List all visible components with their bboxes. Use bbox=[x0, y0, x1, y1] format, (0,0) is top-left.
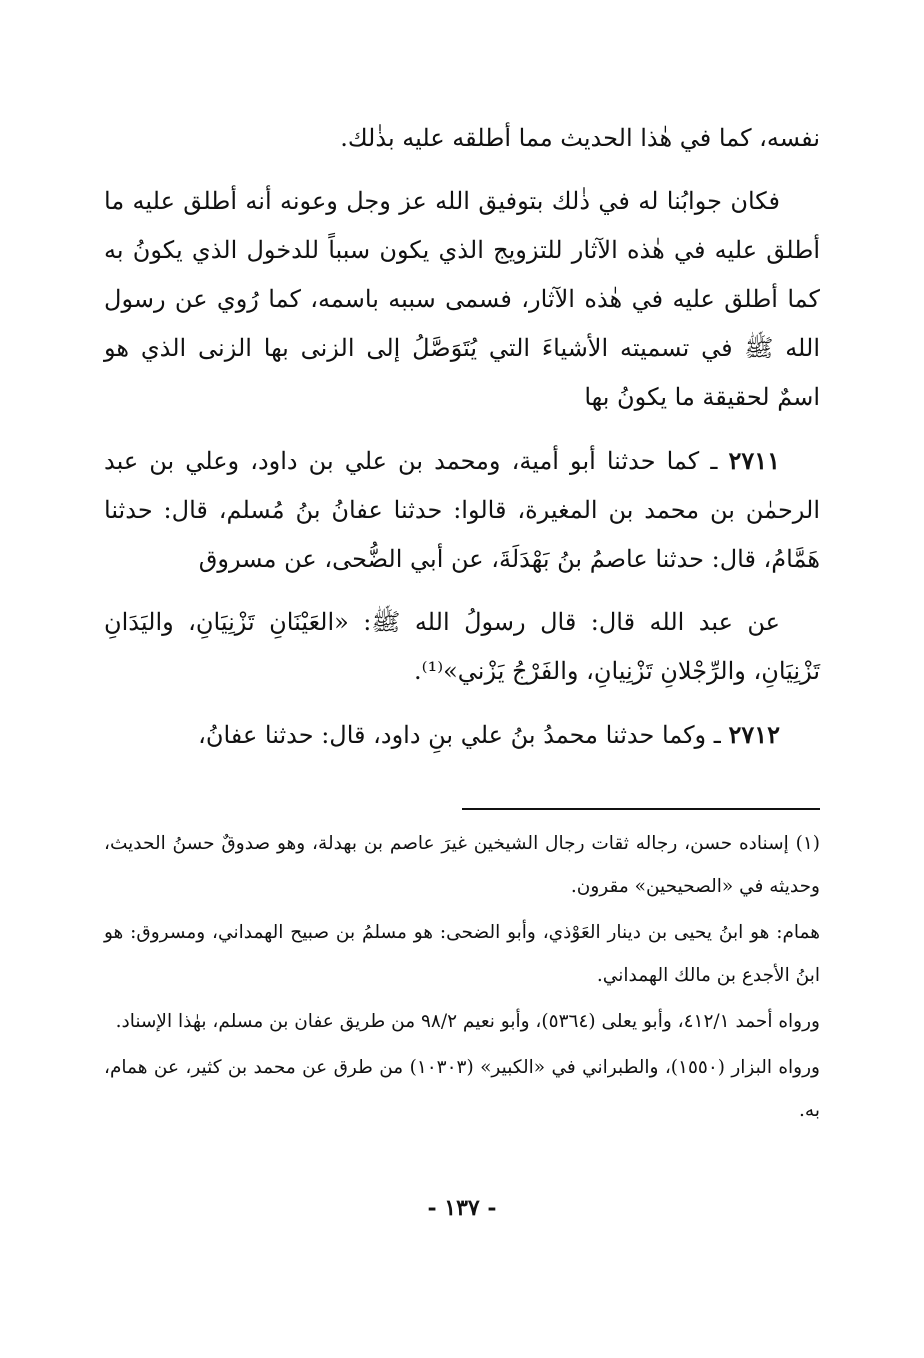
hadith-text: عن عبد الله قال: قال رسولُ الله ﷺ: «العَيْنَانِ تَزْنِيَانِ، واليَدَانِ تَزْنِيَانِ، والرِّجْلانِ تَزْنِيانِ، والفَرْجُ يَزْني»⁽¹⁾. bbox=[104, 608, 820, 685]
hadith-number: ٢٧١٢ bbox=[728, 720, 780, 749]
page-number: - ١٣٧ - bbox=[427, 1195, 497, 1221]
footnote-divider bbox=[462, 808, 820, 810]
footnote-1: (١) إسناده حسن، رجاله ثقات رجال الشيخين غيرَ عاصم بن بهدلة، وهو صدوقٌ حسنُ الحديث، وحديثه في «الصحيحين» مقرون. bbox=[104, 833, 820, 897]
footnote-bazzar: ورواه البزار (١٥٥٠)، والطبراني في «الكبير» (١٠٣٠٣) من طرق عن محمد بن كثير، عن همام، به. bbox=[104, 1057, 820, 1121]
hadith-number: ٢٧١١ bbox=[728, 446, 780, 475]
hadith-chain: ـ كما حدثنا أبو أمية، ومحمد بن علي بن داود، وعلي بن عبد الرحمٰن بن محمد بن المغيرة، قالوا: حدثنا عفانُ بنُ مُسلم، قال: حدثنا هَمَّامُ، قال: حدثنا عاصمُ بنُ بَهْدَلَةَ، عن أبي الضُّحى، عن مسروق bbox=[104, 447, 820, 573]
main-text bbox=[104, 114, 820, 774]
hadith-2711 bbox=[104, 436, 820, 584]
paragraph-continuation: نفسه، كما في هٰذا الحديث مما أطلقه عليه بذٰلك. bbox=[340, 124, 820, 152]
footnote-ahmad: ورواه أحمد ٤١٢/١، وأبو يعلى (٥٣٦٤)، وأبو نعيم ٩٨/٢ من طريق عفان بن مسلم، بهٰذا الإسناد. bbox=[115, 1011, 820, 1032]
hadith-chain: ـ وكما حدثنا محمدُ بنُ علي بنِ داود، قال: حدثنا عفانُ، bbox=[198, 721, 729, 749]
paragraph-answer: فكان جوابُنا له في ذٰلك بتوفيق الله عز وجل وعونه أنه أطلق عليه ما أطلق عليه في هٰذه الآثار للتزويج الذي يكون سبباً للدخول الذي يكونُ به كما أطلق عليه في هٰذه الآثار، فسمى سببه باسمه، كما رُوي عن رسول الله ﷺ في تسميته الأشياءَ التي يُتَوَصَّلُ إلى الزنى بها الزنى الذي هو اسمٌ لحقيقة ما يكونُ بها bbox=[104, 187, 820, 411]
hadith-2712 bbox=[104, 710, 820, 760]
footnotes bbox=[104, 822, 820, 1135]
footnote-narrators: همام: هو ابنُ يحيى بن دينار العَوْذي، وأبو الضحى: هو مسلمُ بن صبيح الهمداني، ومسروق: هو ابنُ الأجدع بن مالك الهمداني. bbox=[104, 922, 820, 986]
